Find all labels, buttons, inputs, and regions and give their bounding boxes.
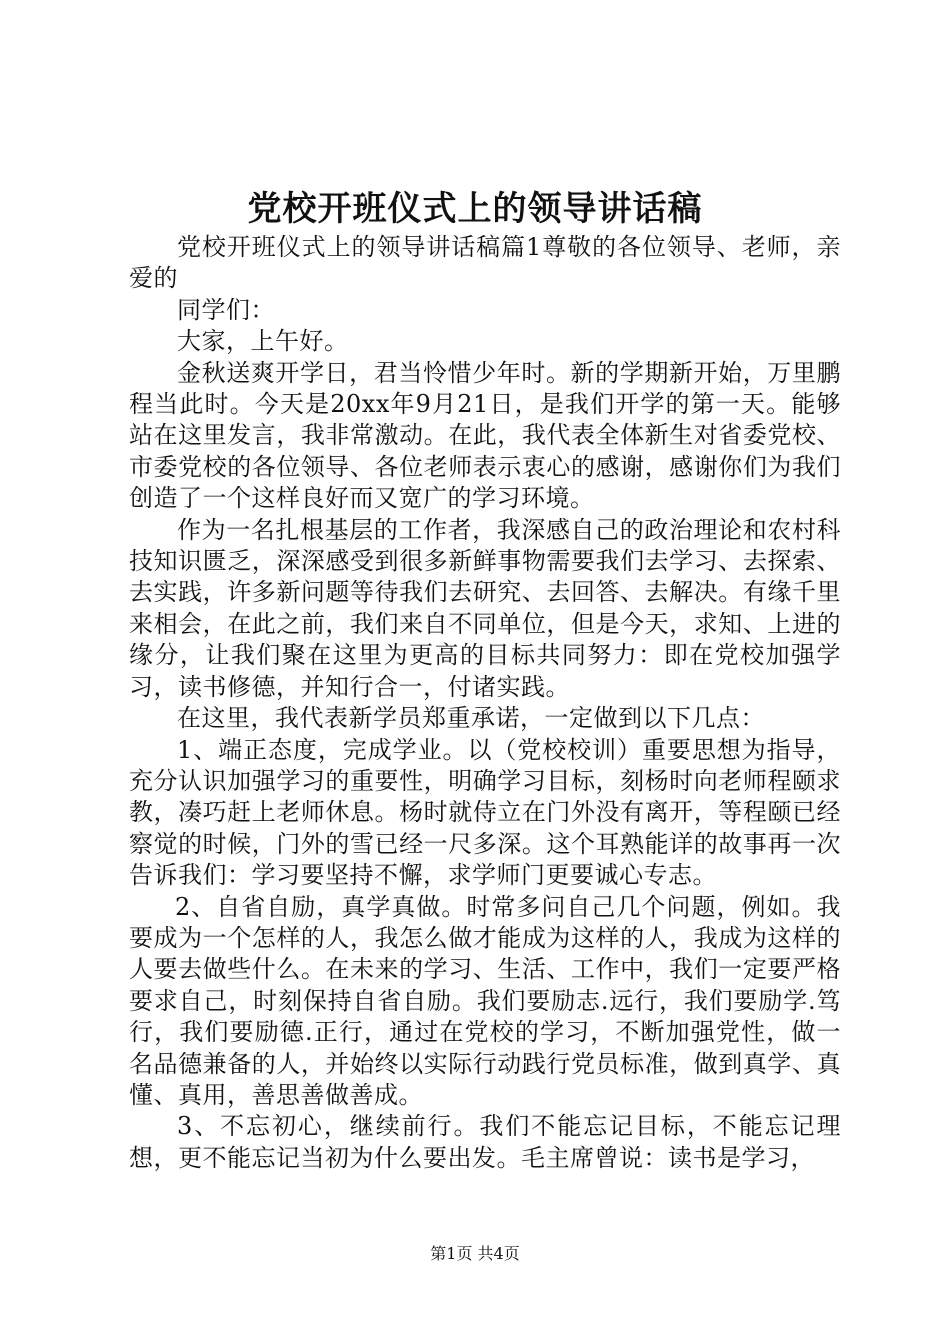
paragraph-point-3: 3、不忘初心，继续前行。我们不能忘记目标，不能忘记理想，更不能忘记当初为什么要出发。毛主席曾说：读书是学习， (129, 1112, 841, 1172)
document-body (129, 232, 841, 1174)
document-title: 党校开班仪式上的领导讲话稿 (247, 189, 703, 229)
paragraph-grassroots: 作为一名扎根基层的工作者，我深感自己的政治理论和农村科技知识匮乏，深深感受到很多新鲜事物需要我们去学习、去探索、去实践，许多新问题等待我们去研究、去回答、去解决。有缘千里来相会，在此之前，我们来自不同单位，但是今天，求知、上进的缘分，让我们聚在这里为更高的目标共同努力：即在党校加强学习，读书修德，并知行合一，付诸实践。 (129, 515, 841, 701)
paragraph-pledge: 在这里，我代表新学员郑重承诺，一定做到以下几点： (177, 704, 765, 733)
page-footer: 第1页 共4页 (430, 1244, 520, 1263)
paragraph-classmates: 同学们： (177, 295, 275, 324)
paragraph-good-morning: 大家，上午好。 (177, 327, 349, 356)
paragraph-greeting: 党校开班仪式上的领导讲话稿篇1尊敬的各位领导、老师，亲爱的 (129, 233, 841, 293)
paragraph-point-1: 1、端正态度，完成学业。以（党校校训）重要思想为指导，充分认识加强学习的重要性，明确学习目标，刻杨时向老师程颐求教，凑巧赶上老师休息。杨时就侍立在门外没有离开，等程颐已经察觉的时候，门外的雪已经一尺多深。这个耳熟能详的故事再一次告诉我们：学习要坚持不懈，求学师门更要诚心专志。 (129, 735, 841, 890)
paragraph-point-2: 2、自省自励，真学真做。时常多问自己几个问题，例如。我要成为一个怎样的人，我怎么做才能成为这样的人，我成为这样的人要去做些什么。在未来的学习、生活、工作中，我们一定要严格要求自己，时刻保持自省自励。我们要励志.远行，我们要励学.笃行，我们要励德.正行，通过在党校的学习，不断加强党性，做一名品德兼备的人，并始终以实际行动践行党员标准，做到真学、真懂、真用，善思善做善成。 (129, 892, 841, 1109)
paragraph-opening: 金秋送爽开学日，君当怜惜少年时。新的学期新开始，万里鹏程当此时。今天是20xx年9月21日，是我们开学的第一天。能够站在这里发言，我非常激动。在此，我代表全体新生对省委党校、市委党校的各位领导、各位老师表示衷心的感谢，感谢你们为我们创造了一个这样良好而又宽广的学习环境。 (129, 358, 841, 513)
